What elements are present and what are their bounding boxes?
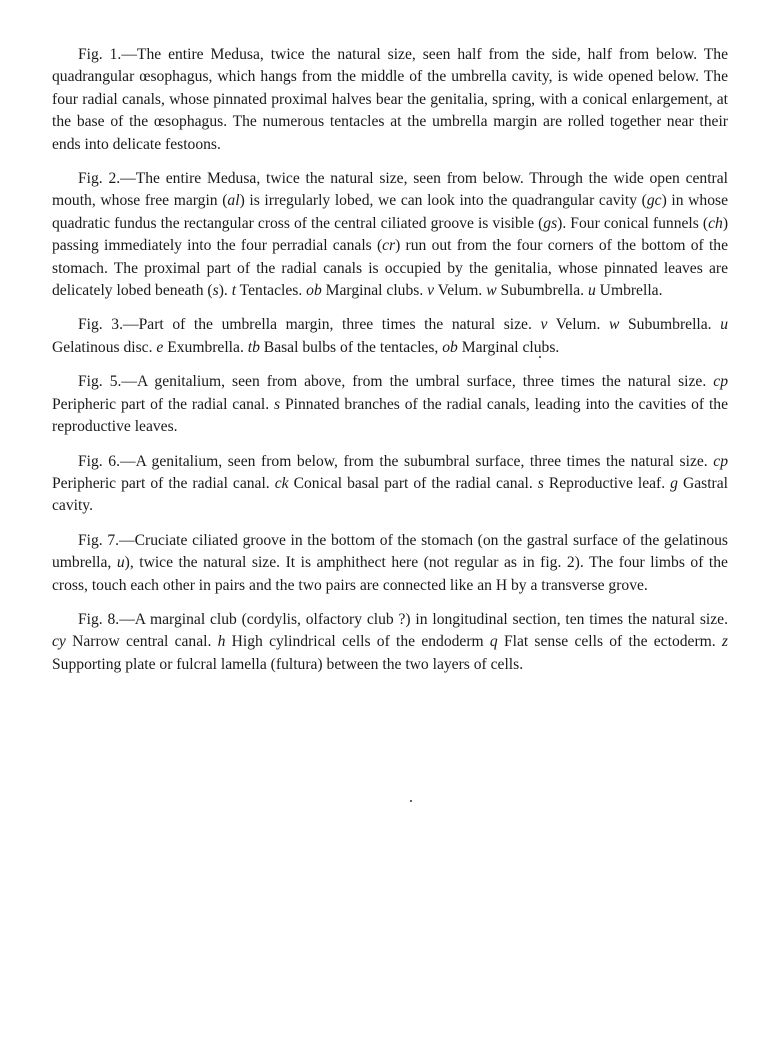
caption-text: ) is irregularly lobed, we can look into the quadrangular cavity ( <box>239 192 647 210</box>
caption-text: Peripheric part of the radial canal. <box>52 474 275 492</box>
caption-text: Fig. 8.—A marginal club (cordylis, olfactory club ?) in longitudinal section, ten times the natural size. <box>78 610 728 628</box>
print-speck <box>410 800 412 802</box>
caption-text: Velum. <box>547 316 609 334</box>
label-abbrev: s <box>537 474 544 492</box>
caption-fig-5 <box>52 371 728 438</box>
label-abbrev: s <box>274 395 281 413</box>
caption-text: Fig. 7.—Cruciate ciliated groove in the bottom of the stomach (on the gastral surface of the gelatinous umbrella, <box>52 531 728 572</box>
label-abbrev: h <box>217 633 226 651</box>
label-abbrev: cp <box>713 373 728 391</box>
label-abbrev: e <box>156 338 164 356</box>
caption-text: ) run out from the four corners of the bottom of the stomach. The proximal part of the radial canals is occupied by the genitalia, whose pinnated leaves are delicately lobed beneath ( <box>52 237 728 300</box>
label-abbrev: s <box>212 282 219 300</box>
caption-text: Umbrella. <box>595 282 663 300</box>
caption-text: Marginal clubs. <box>457 338 560 356</box>
label-abbrev: u <box>587 282 596 300</box>
label-abbrev: w <box>608 316 620 334</box>
caption-text: Supporting plate or fulcral lamella (fultura) between the two layers of cells. <box>52 655 524 673</box>
caption-fig-6 <box>52 451 728 518</box>
label-abbrev: ob <box>306 282 322 300</box>
caption-text: Fig. 6.—A genitalium, seen from below, from the subumbral surface, three times the natural size. <box>78 452 714 470</box>
caption-fig-7 <box>52 530 728 597</box>
caption-text: Velum. <box>434 282 487 300</box>
label-abbrev: gs <box>543 214 558 232</box>
caption-text: ). Four conical funnels ( <box>557 214 709 232</box>
caption-text: Gelatinous disc. <box>52 338 157 356</box>
caption-text: ), twice the natural size. It is amphithect here (not regular as in fig. 2). The four limbs of the cross, touch each other in pairs and the two pairs are connected like an H by a transverse grove. <box>52 554 728 594</box>
caption-text: Gastral cavity. <box>52 474 728 515</box>
label-abbrev: z <box>721 633 728 651</box>
caption-text: Flat sense cells of the ectoderm. <box>497 633 722 651</box>
label-abbrev: cr <box>382 237 396 255</box>
label-abbrev: gc <box>646 192 662 210</box>
caption-fig-1 <box>52 44 728 156</box>
caption-text: Exumbrella. <box>163 338 248 356</box>
label-abbrev: g <box>670 474 678 492</box>
caption-text: Fig. 5.—A genitalium, seen from above, from the umbral surface, three times the natural size. <box>78 373 714 391</box>
caption-fig-8 <box>52 609 728 676</box>
label-abbrev: v <box>540 316 548 334</box>
caption-text: Subumbrella. <box>496 282 588 300</box>
label-abbrev: v <box>427 282 435 300</box>
caption-text: ). <box>218 282 232 300</box>
caption-text: Pinnated branches of the radial canals, leading into the cavities of the reproductive leaves. <box>52 395 729 436</box>
label-abbrev: w <box>486 282 497 300</box>
print-speck <box>539 356 541 358</box>
label-abbrev: t <box>231 282 237 300</box>
caption-text: Subumbrella. <box>619 316 721 334</box>
caption-text: Narrow central canal. <box>65 633 218 651</box>
label-abbrev: ch <box>708 214 723 232</box>
caption-text: Marginal clubs. <box>321 282 428 300</box>
caption-text: Tentacles. <box>236 282 307 300</box>
caption-text: ) passing immediately into the four perradial canals ( <box>52 214 729 255</box>
label-abbrev: al <box>227 192 240 210</box>
caption-text: ) in whose quadratic fundus the rectangular cross of the central ciliated groove is visible ( <box>52 192 728 232</box>
label-abbrev: tb <box>247 338 260 356</box>
caption-text: High cylindrical cells of the endoderm <box>225 633 490 651</box>
caption-text: Fig. 2.—The entire Medusa, twice the natural size, seen from below. Through the wide open central mouth, whose free margin ( <box>52 170 728 210</box>
label-abbrev: cp <box>713 452 728 470</box>
label-abbrev: q <box>489 633 498 651</box>
caption-fig-3 <box>52 314 728 359</box>
label-abbrev: ob <box>442 338 458 356</box>
caption-page <box>52 44 728 688</box>
label-abbrev: ck <box>274 474 289 492</box>
caption-fig-2 <box>52 168 728 302</box>
caption-text: Conical basal part of the radial canal. <box>288 474 538 492</box>
caption-text: Basal bulbs of the tentacles, <box>259 338 443 356</box>
label-abbrev: u <box>720 316 728 334</box>
label-abbrev: cy <box>52 633 66 651</box>
caption-text: Reproductive leaf. <box>543 474 671 492</box>
caption-text: Fig. 1.—The entire Medusa, twice the natural size, seen half from the side, half from below. The quadrangular œsophagus, which hangs from the middle of the umbrella cavity, is wide opened below. The four radial canals, whose pinnated proximal halves bear the genitalia, spring, with a conical enlargement, at the base of the œsophagus. The numerous tentacles at the umbrella margin are rolled together near their ends into delicate festoons. <box>52 46 728 153</box>
caption-text: Fig. 3.—Part of the umbrella margin, three times the natural size. <box>78 316 541 334</box>
caption-text: Peripheric part of the radial canal. <box>52 395 274 413</box>
label-abbrev: u <box>116 554 125 572</box>
